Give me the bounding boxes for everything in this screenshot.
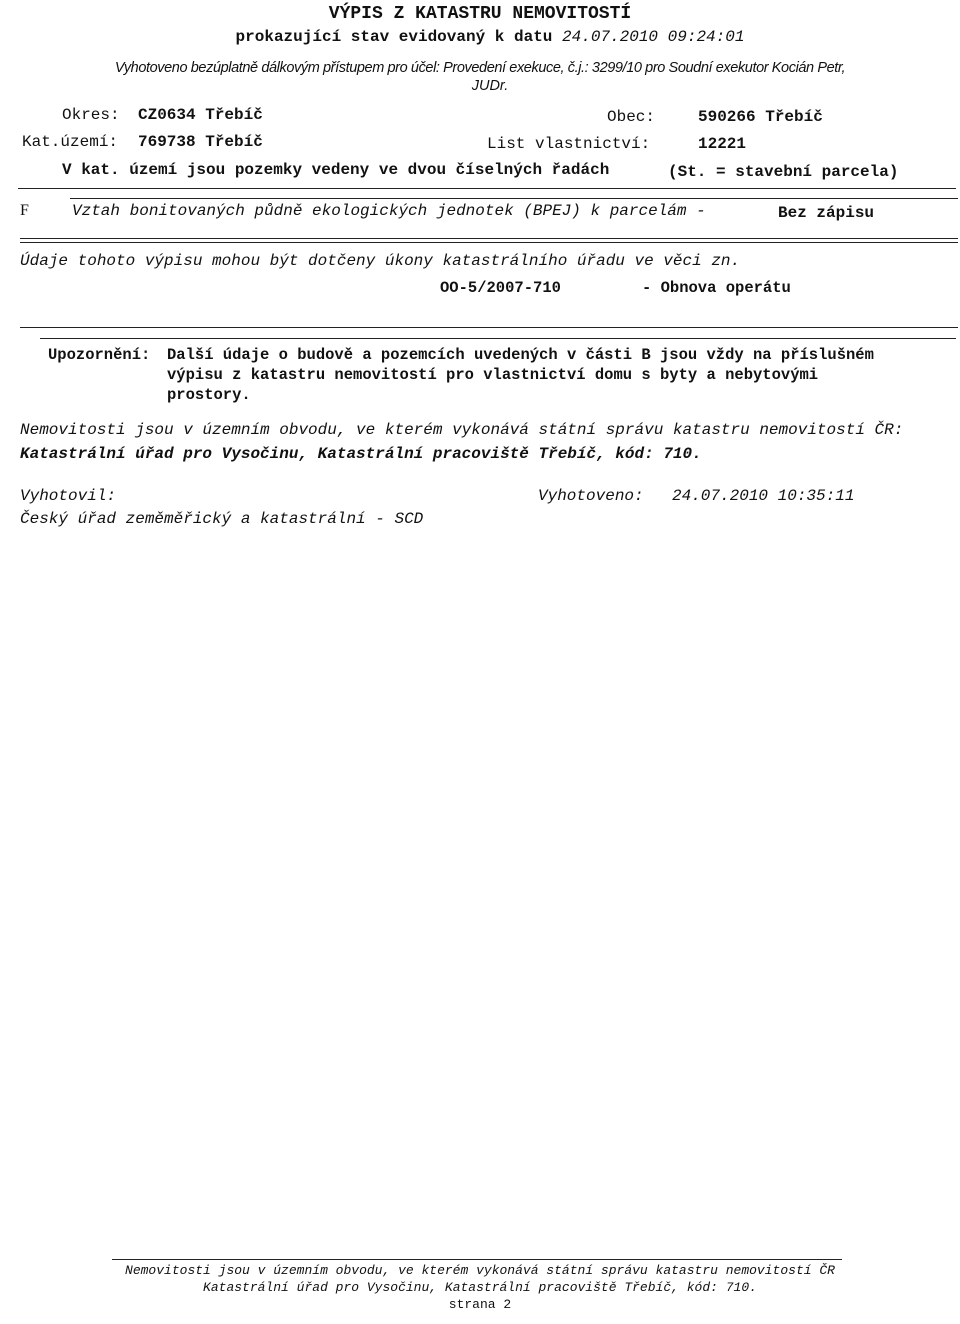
made-on-value: 24.07.2010 10:35:11 <box>672 487 855 505</box>
affected-ref: OO-5/2007-710 <box>440 279 561 297</box>
warning-label: Upozornění: <box>48 346 151 364</box>
series-note-paren: (St. = stavební parcela) <box>668 163 899 181</box>
divider <box>70 198 958 199</box>
made-by-value: Český úřad zeměměřický a katastrální - SCD <box>20 510 424 528</box>
jurisdiction-line2: Katastrální úřad pro Vysočinu, Katastrální pracoviště Třebíč, kód: 710. <box>20 445 702 463</box>
divider <box>20 242 958 243</box>
footer-divider <box>112 1259 842 1260</box>
warning-line3: prostory. <box>167 386 251 404</box>
section-f-letter: F <box>20 202 29 219</box>
affected-notice: Údaje tohoto výpisu mohou být dotčeny úkony katastrálního úřadu ve věci zn. <box>20 252 741 270</box>
subtitle-datetime: 24.07.2010 09:24:01 <box>562 28 745 46</box>
page-number: strana 2 <box>448 1297 512 1312</box>
issued-purpose-line2: JUDr. <box>471 78 509 94</box>
obec-value: 590266 Třebíč <box>698 108 823 126</box>
footer-line1: Nemovitosti jsou v územním obvodu, ve kterém vykonává státní správu katastru nemovitostí ČR <box>125 1263 835 1278</box>
warning-line1: Další údaje o budově a pozemcích uvedených v části B jsou vždy na příslušném <box>167 346 874 364</box>
series-note: V kat. území jsou pozemky vedeny ve dvou číselných řadách <box>62 161 610 179</box>
divider <box>20 327 958 328</box>
divider <box>18 188 956 189</box>
document-subtitle <box>0 28 960 46</box>
okres-value: CZ0634 Třebíč <box>138 106 263 124</box>
section-f-text: Vztah bonitovaných půdně ekologických jednotek (BPEJ) k parcelám - <box>72 202 706 220</box>
affected-ref-desc: - Obnova operátu <box>642 279 791 297</box>
lv-value: 12221 <box>698 135 747 153</box>
divider <box>40 338 956 339</box>
jurisdiction-line1: Nemovitosti jsou v územním obvodu, ve kterém vykonává státní správu katastru nemovitostí ČR: <box>20 421 904 439</box>
okres-label: Okres: <box>62 106 120 124</box>
lv-label: List vlastnictví: <box>487 135 651 153</box>
subtitle-label: prokazující stav evidovaný k datu <box>235 28 553 46</box>
issued-purpose-line1: Vyhotoveno bezúplatně dálkovým přístupem pro účel: Provedení exekuce, č.j.: 3299/10 pro Soudní exekutor Kocián Petr, <box>114 60 846 76</box>
obec-label: Obec: <box>607 108 656 126</box>
footer-line2: Katastrální úřad pro Vysočinu, Katastrální pracoviště Třebíč, kód: 710. <box>203 1280 757 1295</box>
ku-value: 769738 Třebíč <box>138 133 263 151</box>
document-title: VÝPIS Z KATASTRU NEMOVITOSTÍ <box>328 4 632 24</box>
ku-label: Kat.území: <box>22 133 119 151</box>
made-by-label: Vyhotovil: <box>20 487 117 505</box>
divider <box>20 238 958 239</box>
section-f-status: Bez zápisu <box>778 204 875 222</box>
made-on-label: Vyhotoveno: <box>538 487 644 505</box>
warning-line2: výpisu z katastru nemovitostí pro vlastnictví domu s byty a nebytovými <box>167 366 819 384</box>
